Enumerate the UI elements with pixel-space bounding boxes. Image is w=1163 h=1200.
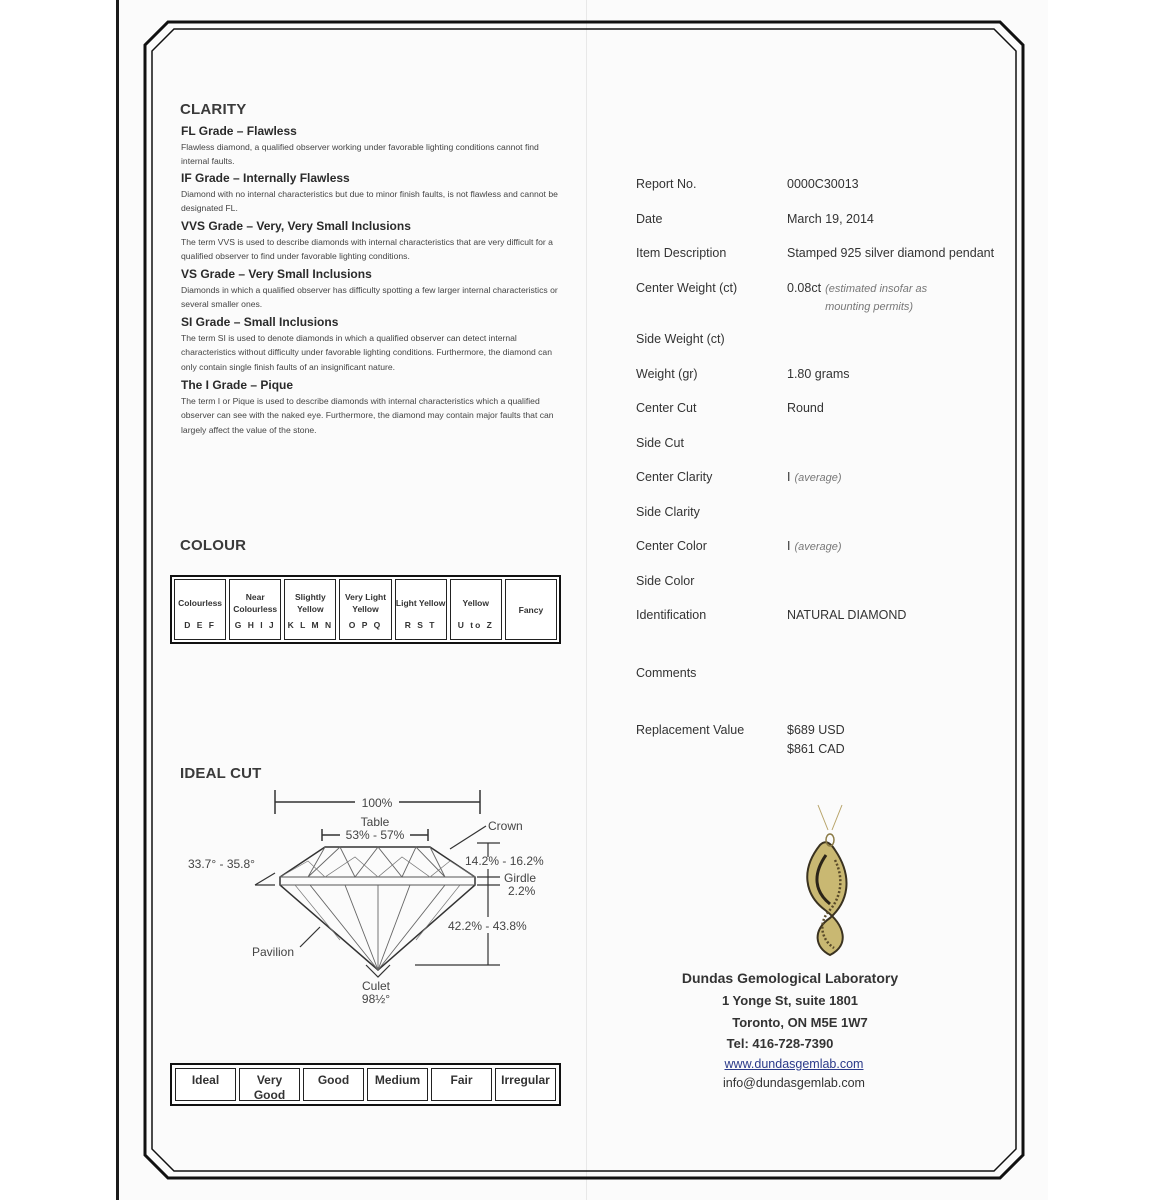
report-row-value-text: I — [787, 539, 791, 553]
clarity-heading: CLARITY — [180, 101, 247, 118]
ideal-cut-diagram — [180, 785, 560, 1010]
report-row-label: Comments — [636, 666, 697, 680]
lab-address-2: Toronto, ON M5E 1W7 — [732, 1015, 868, 1030]
lab-website-link[interactable]: www.dundasgemlab.com — [724, 1057, 864, 1071]
report-row-value — [787, 177, 859, 191]
pavilion-depth: 42.2% - 43.8% — [448, 919, 527, 933]
replacement-value-cad: $861 CAD — [787, 742, 845, 756]
report-row-label: Replacement Value — [636, 723, 745, 737]
cut-grade-cell: Good — [303, 1068, 364, 1101]
colour-cell — [284, 579, 336, 640]
report-row-value-text: NATURAL DIAMOND — [787, 608, 907, 622]
pendant-image — [790, 800, 870, 960]
report-row-note: (average) — [794, 472, 842, 484]
clarity-grade-title: VVS Grade – Very, Very Small Inclusions — [181, 219, 411, 233]
cut-grade-table — [170, 1063, 561, 1106]
report-row-label: Center Weight (ct) — [636, 281, 738, 295]
clarity-grade-description: The term VVS is used to describe diamonds with internal characteristics that are very difficult for a qualified observer to find under favorable lighting conditions. — [181, 237, 553, 262]
clarity-grade-title: SI Grade – Small Inclusions — [181, 315, 339, 329]
colour-cell-grades: K L M N — [287, 620, 334, 630]
report-row-label: Side Cut — [636, 436, 684, 450]
report-row-label: Side Weight (ct) — [636, 332, 725, 346]
clarity-grade-title: VS Grade – Very Small Inclusions — [181, 267, 372, 281]
report-row-value — [787, 470, 842, 484]
colour-cell-name: Yellow — [462, 597, 489, 608]
colour-cell-grades: D E F — [184, 620, 216, 630]
report-row-label: Side Color — [636, 574, 695, 588]
report-row-note: (average) — [794, 541, 842, 553]
clarity-grade-title: The I Grade – Pique — [181, 378, 294, 392]
ideal-cut-heading: IDEAL CUT — [180, 765, 262, 782]
report-row-label: Weight (gr) — [636, 367, 698, 381]
cut-grade-cell: Ideal — [175, 1068, 236, 1101]
colour-table — [170, 575, 561, 644]
colour-cell-grades: U to Z — [457, 620, 494, 630]
clarity-grade-description: The term SI is used to denote diamonds in which a qualified observer can detect internal characteristics without difficulty under favorable lighting conditions. Furthermore, the diamond can only contain single finish faults of an insignificant nature. — [181, 333, 552, 372]
cut-grade-cell: Fair — [431, 1068, 492, 1101]
cut-grade-cell: Very Good — [239, 1068, 300, 1101]
colour-cell — [339, 579, 391, 640]
report-row-value-text: $689 USD — [787, 723, 845, 737]
report-row-value — [787, 367, 850, 381]
report-row-label: Center Clarity — [636, 470, 713, 484]
report-row-value-text: March 19, 2014 — [787, 212, 874, 226]
report-row-value — [787, 212, 874, 226]
colour-cell-name: Near Colourless — [233, 591, 278, 614]
colour-cell-grades: R S T — [404, 620, 437, 630]
report-row-value-text: Round — [787, 401, 824, 415]
colour-cell-grades: G H I J — [234, 620, 276, 630]
colour-cell-name: Light Yellow — [395, 597, 446, 608]
width-label: 100% — [361, 796, 393, 810]
report-row-value-text: Stamped 925 silver diamond pendant — [787, 246, 995, 260]
report-row-value — [787, 281, 975, 316]
colour-cell-grades: O P Q — [348, 620, 383, 630]
lab-address-1: 1 Yonge St, suite 1801 — [721, 993, 859, 1008]
lab-name: Dundas Gemological Laboratory — [681, 970, 899, 986]
culet-label: Culet — [361, 979, 391, 993]
report-row-label: Side Clarity — [636, 505, 700, 519]
report-row-value — [787, 723, 845, 737]
report-row-value-text: I — [787, 470, 791, 484]
report-row-label: Center Cut — [636, 401, 697, 415]
clarity-grade-description: Flawless diamond, a qualified observer working under favorable lighting conditions cannot find internal faults. — [181, 142, 539, 167]
colour-heading: COLOUR — [180, 537, 247, 554]
clarity-grade-description: Diamond with no internal characteristics but due to minor finish faults, is not flawless and cannot be designated FL. — [181, 189, 558, 214]
colour-cell-name: Colourless — [178, 597, 223, 608]
colour-cell — [450, 579, 502, 640]
cut-grade-cell: Irregular — [495, 1068, 556, 1101]
pavilion-label: Pavilion — [252, 945, 295, 959]
colour-cell — [395, 579, 447, 640]
crown-label: Crown — [488, 819, 523, 833]
table-range: 53% - 57% — [345, 828, 405, 842]
clarity-grade-description: Diamonds in which a qualified observer has difficulty spotting a few larger internal characteristics or several smaller ones. — [181, 285, 558, 310]
cut-grade-cell: Medium — [367, 1068, 428, 1101]
report-row-label: Report No. — [636, 177, 697, 191]
culet-value: 98½° — [361, 992, 391, 1006]
report-row-label: Item Description — [636, 246, 727, 260]
clarity-grade-description: The term I or Pique is used to describe diamonds with internal characteristics which a qualified observer can see with the naked eye. Furthermore, the diamond may contain major faults that can largely affect the value of the stone. — [181, 396, 554, 435]
report-row-label: Identification — [636, 608, 707, 622]
report-row-label: Date — [636, 212, 663, 226]
report-row-value-text: 0.08ct — [787, 281, 822, 295]
report-row-value-text: 1.80 grams — [787, 367, 850, 381]
report-row-value — [787, 401, 824, 415]
lab-phone: Tel: 416-728-7390 — [726, 1036, 834, 1051]
clarity-grade-title: IF Grade – Internally Flawless — [181, 171, 350, 185]
clarity-grade-title: FL Grade – Flawless — [181, 124, 297, 138]
colour-cell-name: Fancy — [518, 604, 544, 615]
report-row-value-text: 0000C30013 — [787, 177, 859, 191]
report-row-note: (estimated insofar as mounting permits) — [825, 283, 928, 313]
report-row-value — [787, 539, 842, 553]
report-row-value — [787, 608, 906, 622]
crown-angle: 33.7° - 35.8° — [188, 857, 255, 871]
table-label: Table — [360, 815, 390, 829]
colour-cell — [505, 579, 557, 640]
colour-cell-name: Very Light Yellow — [344, 591, 387, 614]
girdle-value: 2.2% — [508, 884, 536, 898]
lab-email: info@dundasgemlab.com — [723, 1076, 865, 1090]
girdle-label: Girdle — [504, 871, 537, 885]
colour-cell — [229, 579, 281, 640]
report-row-label: Center Color — [636, 539, 707, 553]
crown-height: 14.2% - 16.2% — [465, 854, 544, 868]
colour-cell — [174, 579, 226, 640]
report-row-value — [787, 246, 994, 260]
colour-cell-name: Slightly Yellow — [295, 591, 326, 614]
